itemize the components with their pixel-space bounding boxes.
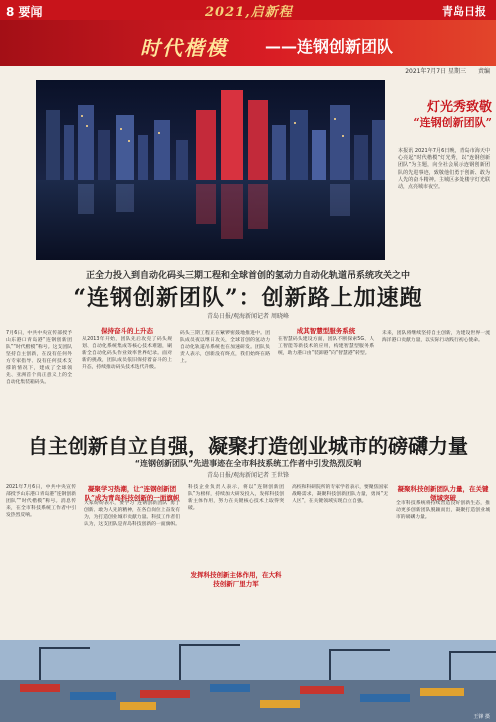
story2-column-1: 大家纷纷表示，要学习“连钢创新团队”勇于创新、敢为人先的精神，在各自岗位上奋发有为，为打造创业城市贡献力量。科技工作者们认为，这支团队是青岛科技创新的一面旗帜。 xyxy=(84,501,180,527)
issue-date: 2021年7月7日 星期三 xyxy=(405,68,466,75)
story2-column-3: 高校和科研院所的专家学者表示，要聚焦国家战略需求，凝聚科技创新团队力量，勇闯“无人区”，在关键领域实现自立自强。 xyxy=(292,485,388,504)
story1-column-1: 从2013年开始，团队先后攻克了码头规划、自动化系统集成等核心技术难题，刷新全自动化码头作业效率世界纪录。面对新的挑战，团队成员依旧保持着奋斗的上升态，持续推动码头技术迭代升级。 xyxy=(82,337,172,370)
skyline-illustration xyxy=(36,80,385,260)
banner-title: 时代楷模 xyxy=(140,36,228,60)
story1-column-2: 码头三期工程正在紧锣密鼓地推进中。团队成员夜以继日攻关，全球首创的氢动力自动化轨道吊系统也在加速研发。团队负责人表示，创新没有终点，我们始终在路上。 xyxy=(180,331,270,364)
story2-column-intro: 2021年7月6日，中共中央宣传部授予山东港口青岛港“连钢创新团队”“时代楷模”称号。消息传来，在全市科技系统工作者中引发热烈反响。 xyxy=(6,485,76,518)
story1-subhead-1: 保持奋斗的上升态 xyxy=(101,327,153,335)
section-number: 8 要闻 xyxy=(6,5,43,19)
night-skyline-photo xyxy=(36,80,385,260)
side-headline xyxy=(392,100,492,130)
masthead xyxy=(0,0,496,20)
paper-logo: 青岛日报 xyxy=(442,5,486,18)
story2-column-2: 科技企业负责人表示，将以“连钢创新团队”为榜样，持续加大研发投入，发挥科技创新主体作用，努力在关键核心技术上取得突破。 xyxy=(188,485,284,511)
photo-credit: 王锋 摄 xyxy=(473,714,490,720)
story1-lead: 正全力投入到自动化码头三期工程和全球首创的氢动力自动化轨道吊系统攻关之中 xyxy=(85,271,410,281)
masthead-slogan: 2021,启新程 xyxy=(205,5,293,20)
side-article-body: 本报讯 2021年7月6日晚，青岛市海天中心亮起“时代楷模”灯光秀，以“连钢创新团队”为主题，向全社会展示连钢创新团队的先进事迹，致敬他们勇于创新、敢为人先的奋斗精神。主城区多处楼宇灯光联动，点亮城市夜空。 xyxy=(398,148,490,191)
story1-headline: “连钢创新团队”：创新路上加速跑 xyxy=(73,285,423,311)
editor-label: 责编 xyxy=(477,68,490,75)
story1-byline: 青岛日报/观海新闻记者 周晓峰 xyxy=(207,313,289,320)
side-title: “连钢创新团队” xyxy=(413,116,492,129)
story1-column-intro: 7月6日，中共中央宣传部授予山东港口青岛港“连钢创新团队”“时代楷模”称号。这支团队坚持自主创新，在没有任何外方专家指导、没有任何技术支撑的情况下，建成了全球领先、亚洲首个真正意义上的全自动化集装箱码头。 xyxy=(6,331,72,385)
story2-subhead-2: 发挥科技创新主体作用，在大科技创新厂里力军 xyxy=(190,571,282,588)
story2-subhead-1: 凝聚学习热潮，让“连钢创新团队”成为青岛科技创新的一面旗帜 xyxy=(84,485,180,502)
banner-subtitle: ——连钢创新团队 xyxy=(265,37,394,56)
story2-subhead-3: 凝聚科技创新团队力量，在关键领域突破 xyxy=(397,485,489,502)
side-kicker: 灯光秀致敬 xyxy=(426,100,492,115)
story2-subheadline: “连钢创新团队”先进事迹在全市科技系统工作者中引发热烈反响 xyxy=(134,459,362,468)
story1-column-3: 在智慧码头建设方面，团队不断探索5G、人工智能等新技术的应用，构建智慧型服务系统，助力港口由“装卸港”向“智慧港”转型。 xyxy=(278,337,374,356)
story2-headline: 自主创新自立自强，凝聚打造创业城市的磅礴力量 xyxy=(28,434,468,458)
section-banner xyxy=(0,20,496,66)
story1-column-4: 未来，团队将继续坚持自主创新，为建设世界一流海洋港口贡献力量，以实际行动践行初心使命。 xyxy=(382,331,490,343)
story1-subhead-2: 成其智慧型服务系统 xyxy=(296,327,356,335)
container-port-photo xyxy=(0,640,496,722)
story2-column-4: 全市科技系统将持续营造良好创新生态，推动更多创新团队脱颖而出，凝聚打造创业城市的磅礴力量。 xyxy=(396,501,490,520)
story2-byline: 青岛日报/观海新闻记者 王世锋 xyxy=(207,472,289,479)
dateline xyxy=(0,66,496,76)
port-illustration xyxy=(0,640,496,722)
